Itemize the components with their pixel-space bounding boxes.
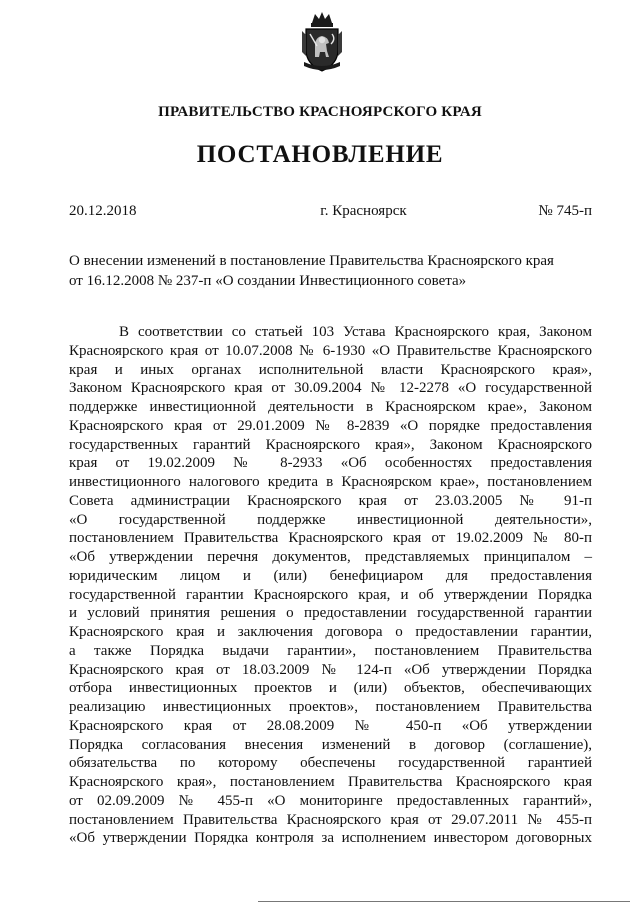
body-line: Законом Красноярского края от 30.09.2004 № 12-2278 «О государственной [69, 380, 592, 397]
government-title: ПРАВИТЕЛЬСТВО КРАСНОЯРСКОГО КРАЯ [158, 104, 482, 120]
document-city: г. Красноярск [320, 203, 407, 219]
coat-of-arms-icon [298, 10, 346, 74]
document-type-title: ПОСТАНОВЛЕНИЕ [196, 141, 444, 168]
body-line: Совета администрации Красноярского края от 23.03.2005 № 91-п [69, 492, 592, 509]
scan-edge-line [258, 901, 630, 902]
body-line: Порядка согласования внесения изменений в договор (соглашение), [69, 736, 592, 753]
body-line: «Об утверждении Порядка контроля за исполнением инвестором договорных [69, 830, 592, 847]
body-line: Красноярского края от 10.07.2008 № 6-1930 «О Правительстве Красноярского [69, 342, 592, 359]
document-subject [69, 251, 592, 291]
body-line: Красноярского края и заключения договора о предоставлении гарантии, [69, 624, 592, 640]
body-line: отбора инвестиционных проектов и (или) объектов, обеспечивающих [69, 680, 592, 697]
body-line: от 02.09.2009 № 455-п «О мониторинге предоставленных гарантий», [69, 792, 592, 809]
document-meta [69, 203, 592, 220]
body-line: поддержке инвестиционной деятельности в Красноярском крае», Законом [69, 399, 592, 415]
body-line: В соответствии со статьей 103 Устава Красноярского края, Законом [119, 324, 592, 340]
body-line: Красноярского края от 28.08.2009 № 450-п «Об утверждении [69, 717, 592, 734]
body-line: государственных гарантий Красноярского края», Законом Красноярского [69, 436, 592, 453]
subject-line: О внесении изменений в постановление Правительства Красноярского края [69, 253, 554, 269]
document-number: № 745-п [538, 203, 592, 219]
body-line: постановлением Правительства Красноярского края от 29.07.2011 № 455-п [69, 811, 592, 828]
body-line: реализацию инвестиционных проектов», постановлением Правительства [69, 699, 592, 715]
body-line: «О государственной поддержке инвестиционной деятельности», [69, 511, 592, 528]
body-line: и условий принятия решения о предоставлении государственной гарантии [69, 605, 592, 622]
document-body [69, 323, 592, 848]
body-line: Красноярского края от 29.01.2009 № 8-2839 «О порядке предоставления [69, 417, 592, 434]
body-line: а также Порядка выдачи гарантии», постановлением Правительства [69, 642, 592, 659]
body-line: края и иных органах исполнительной власти Красноярского края», [69, 361, 592, 378]
body-line: государственной гарантии Красноярского края, и об утверждении Порядка [69, 586, 592, 603]
body-line: Красноярского края», постановлением Правительства Красноярского края [69, 774, 592, 790]
body-line: края от 19.02.2009 № 8-2933 «Об особенностях предоставления [69, 455, 592, 472]
body-line: «Об утверждении перечня документов, представляемых принципалом – [69, 549, 592, 565]
body-line: обязательства по которому обеспечены государственной гарантией [69, 755, 592, 772]
body-line: Красноярского края от 18.03.2009 № 124-п «Об утверждении Порядка [69, 661, 592, 678]
body-line: юридическим лицом и (или) бенефициаром для предоставления [69, 567, 592, 584]
subject-line: от 16.12.2008 № 237-п «О создании Инвестиционного совета» [69, 273, 467, 289]
body-line: инвестиционного налогового кредита в Красноярском крае», постановлением [69, 474, 592, 490]
document-date: 20.12.2018 [69, 203, 137, 219]
body-line: постановлением Правительства Красноярского края от 19.02.2009 № 80-п [69, 530, 592, 547]
